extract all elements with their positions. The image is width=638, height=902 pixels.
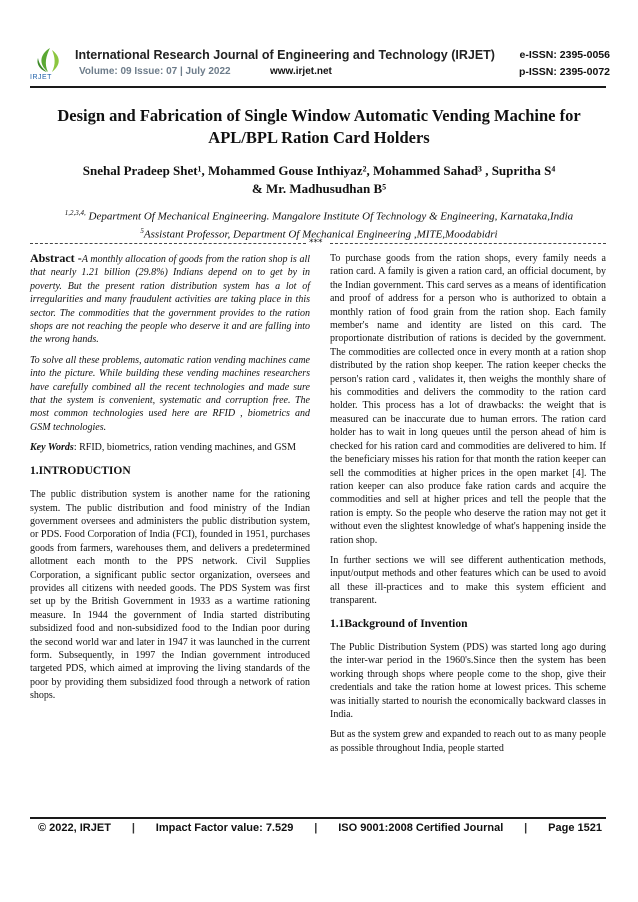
author-list	[40, 162, 598, 198]
background-paragraph-1: The Public Distribution System (PDS) was started long ago during the inter-war period in the 1960's.Since then the system has been working through shops where people come to the shop, give their credentials and take the ration home at lowest prices. This scheme was initially started to nourish the economically backward classes in India.	[330, 641, 606, 720]
journal-website[interactable]: www.irjet.net	[270, 66, 332, 77]
introduction-paragraph: The public distribution system is another name for the rationing system. The public distribution and food ministry of the Indian government oversees and administers the public distribution system, or PDS. Food Corporation of India (FCI), founded in 1951, purchases goods from farmers, warehouses them, and delivers a predetermined allotment each month to the PPS network. Civil Supplies Corporation, a significant public sector organization, oversees and provides all citizens with needed goods. The PDS System was first set up by the British Government in 1933 as a wartime rationing measure. In 1944 the government of India started distributing subsidized food and non-subsidized food to the Indian poor during the second world war and later in 1947 it was launched in the current form. Subsequently, in 1997 the Indian government introduced targeted PDS, which aimed at improving the living standards of the poor by providing them subsidized food through a network of ration shops.	[30, 489, 310, 702]
e-issn: e-ISSN: 2395-0056	[519, 49, 610, 61]
authors-line-1: Snehal Pradeep Shet¹, Mohammed Gouse Inthiyaz², Mohammed Sahad³ , Supritha S⁴	[82, 163, 556, 178]
background-heading: 1.1Background of Invention	[330, 617, 468, 630]
section-divider	[30, 238, 606, 250]
footer-page-number: Page 1521	[548, 822, 602, 834]
footer-separator: |	[524, 822, 528, 834]
keywords-label: Key Words	[30, 442, 74, 454]
affiliation-1-text: Department Of Mechanical Engineering. Mangalore Institute Of Technology & Engineering, Karnataka,India	[85, 210, 574, 223]
affiliations	[28, 206, 610, 241]
body-paragraph-2: In further sections we will see different authentication methods, input/output methods and other features which can be used to avoid all these ill-practices and to make this system efficient and transparent.	[330, 554, 606, 607]
affiliation-1	[28, 206, 610, 224]
page-footer	[38, 822, 602, 834]
right-column	[330, 252, 606, 762]
abstract-text-1: A monthly allocation of goods from the ration shop is all that nearly 1.21 billion (29.8%) Indians depend on to get by in poverty. But the present ration distribution system has a lot of irregularities and many fraudulent activities are taking place in this sector. The commodities that the government provides to the ration shops are not reaching the people who deserve it and are falling into the wrong hands.	[30, 254, 311, 346]
logo-text: IRJET	[30, 74, 52, 81]
footer-copyright: © 2022, IRJET	[38, 822, 111, 834]
abstract-paragraph-1	[30, 252, 310, 347]
footer-separator: |	[314, 822, 318, 834]
divider-dash-right	[330, 243, 606, 244]
footer-rule	[30, 817, 606, 819]
divider-dash-left	[30, 243, 306, 244]
abstract-heading: Abstract -	[30, 251, 82, 265]
header-rule	[30, 86, 606, 88]
journal-header	[30, 44, 610, 88]
journal-name: International Research Journal of Engineering and Technology (IRJET)	[75, 48, 495, 62]
affiliation-1-marker: 1,2,3,4,	[64, 209, 86, 217]
divider-stars: ***	[309, 238, 323, 248]
abstract-paragraph-2: To solve all these problems, automatic ration vending machines came into the picture. While building these vending machines researchers have carefully combined all the recent technologies and made sure that the system is convenient, systematic and corruption free. The most common technologies used here are RFID , biometrics and GSM technologies.	[30, 354, 310, 433]
footer-separator: |	[131, 822, 135, 834]
footer-impact-factor: Impact Factor value: 7.529	[155, 822, 294, 834]
body-paragraph-1: To purchase goods from the ration shops, every family needs a ration card. A family is given a ration card, an official document, by the Indian government. This card serves as a means of identification and proof of address for a person who is authorized to obtain a monthly ration of food grain from the ration shop. Each family member's name and identity are listed on this card. The proportionate distribution of rations is decided by the government. The commodities are collected once in every month at a ration shop distributed by the ration shop keeper. The ration keeper checks the person's ration card , validates it, then weighs the monthly share of his commodities and delivers the commodity to the ration card holder. This process has a lot of drawbacks: the weight that is measured can be inaccurate due to human errors. The ration card holder has to wait in long queues until the person ahead of him is checked for his ration card and commodities are delivered to him. If the beneficiary misses his ration for that month the ration keeper can sell the commodities at higher prices in the open market [4]. The ration keeper can also produce fake ration cards and acquire the commodities and sell at higher prices and tell the people that the ration is empty. So the people who deserve the ration may not get it without even the slightest knowledge of what's happening inside the ration shop.	[330, 253, 606, 546]
introduction-heading: 1.INTRODUCTION	[30, 464, 131, 477]
volume-issue: Volume: 09 Issue: 07 | July 2022	[79, 66, 231, 77]
affiliation-2-text: Assistant Professor, Department Of Mechanical Engineering ,MITE,Moodabidri	[143, 228, 498, 241]
p-issn: p-ISSN: 2395-0072	[518, 66, 610, 78]
keywords	[30, 441, 310, 454]
left-column	[30, 252, 310, 710]
affiliation-2-marker: 5	[140, 226, 144, 235]
paper-title: Design and Fabrication of Single Window Automatic Vending Machine for APL/BPL Ration Card Holders	[57, 106, 581, 147]
footer-iso: ISO 9001:2008 Certified Journal	[338, 822, 504, 834]
background-paragraph-2: But as the system grew and expanded to reach out to as many people as possible throughout India, people started	[330, 729, 606, 754]
authors-line-2: & Mr. Madhusudhan B⁵	[251, 181, 387, 196]
keywords-text: : RFID, biometrics, ration vending machines, and GSM	[73, 442, 297, 454]
